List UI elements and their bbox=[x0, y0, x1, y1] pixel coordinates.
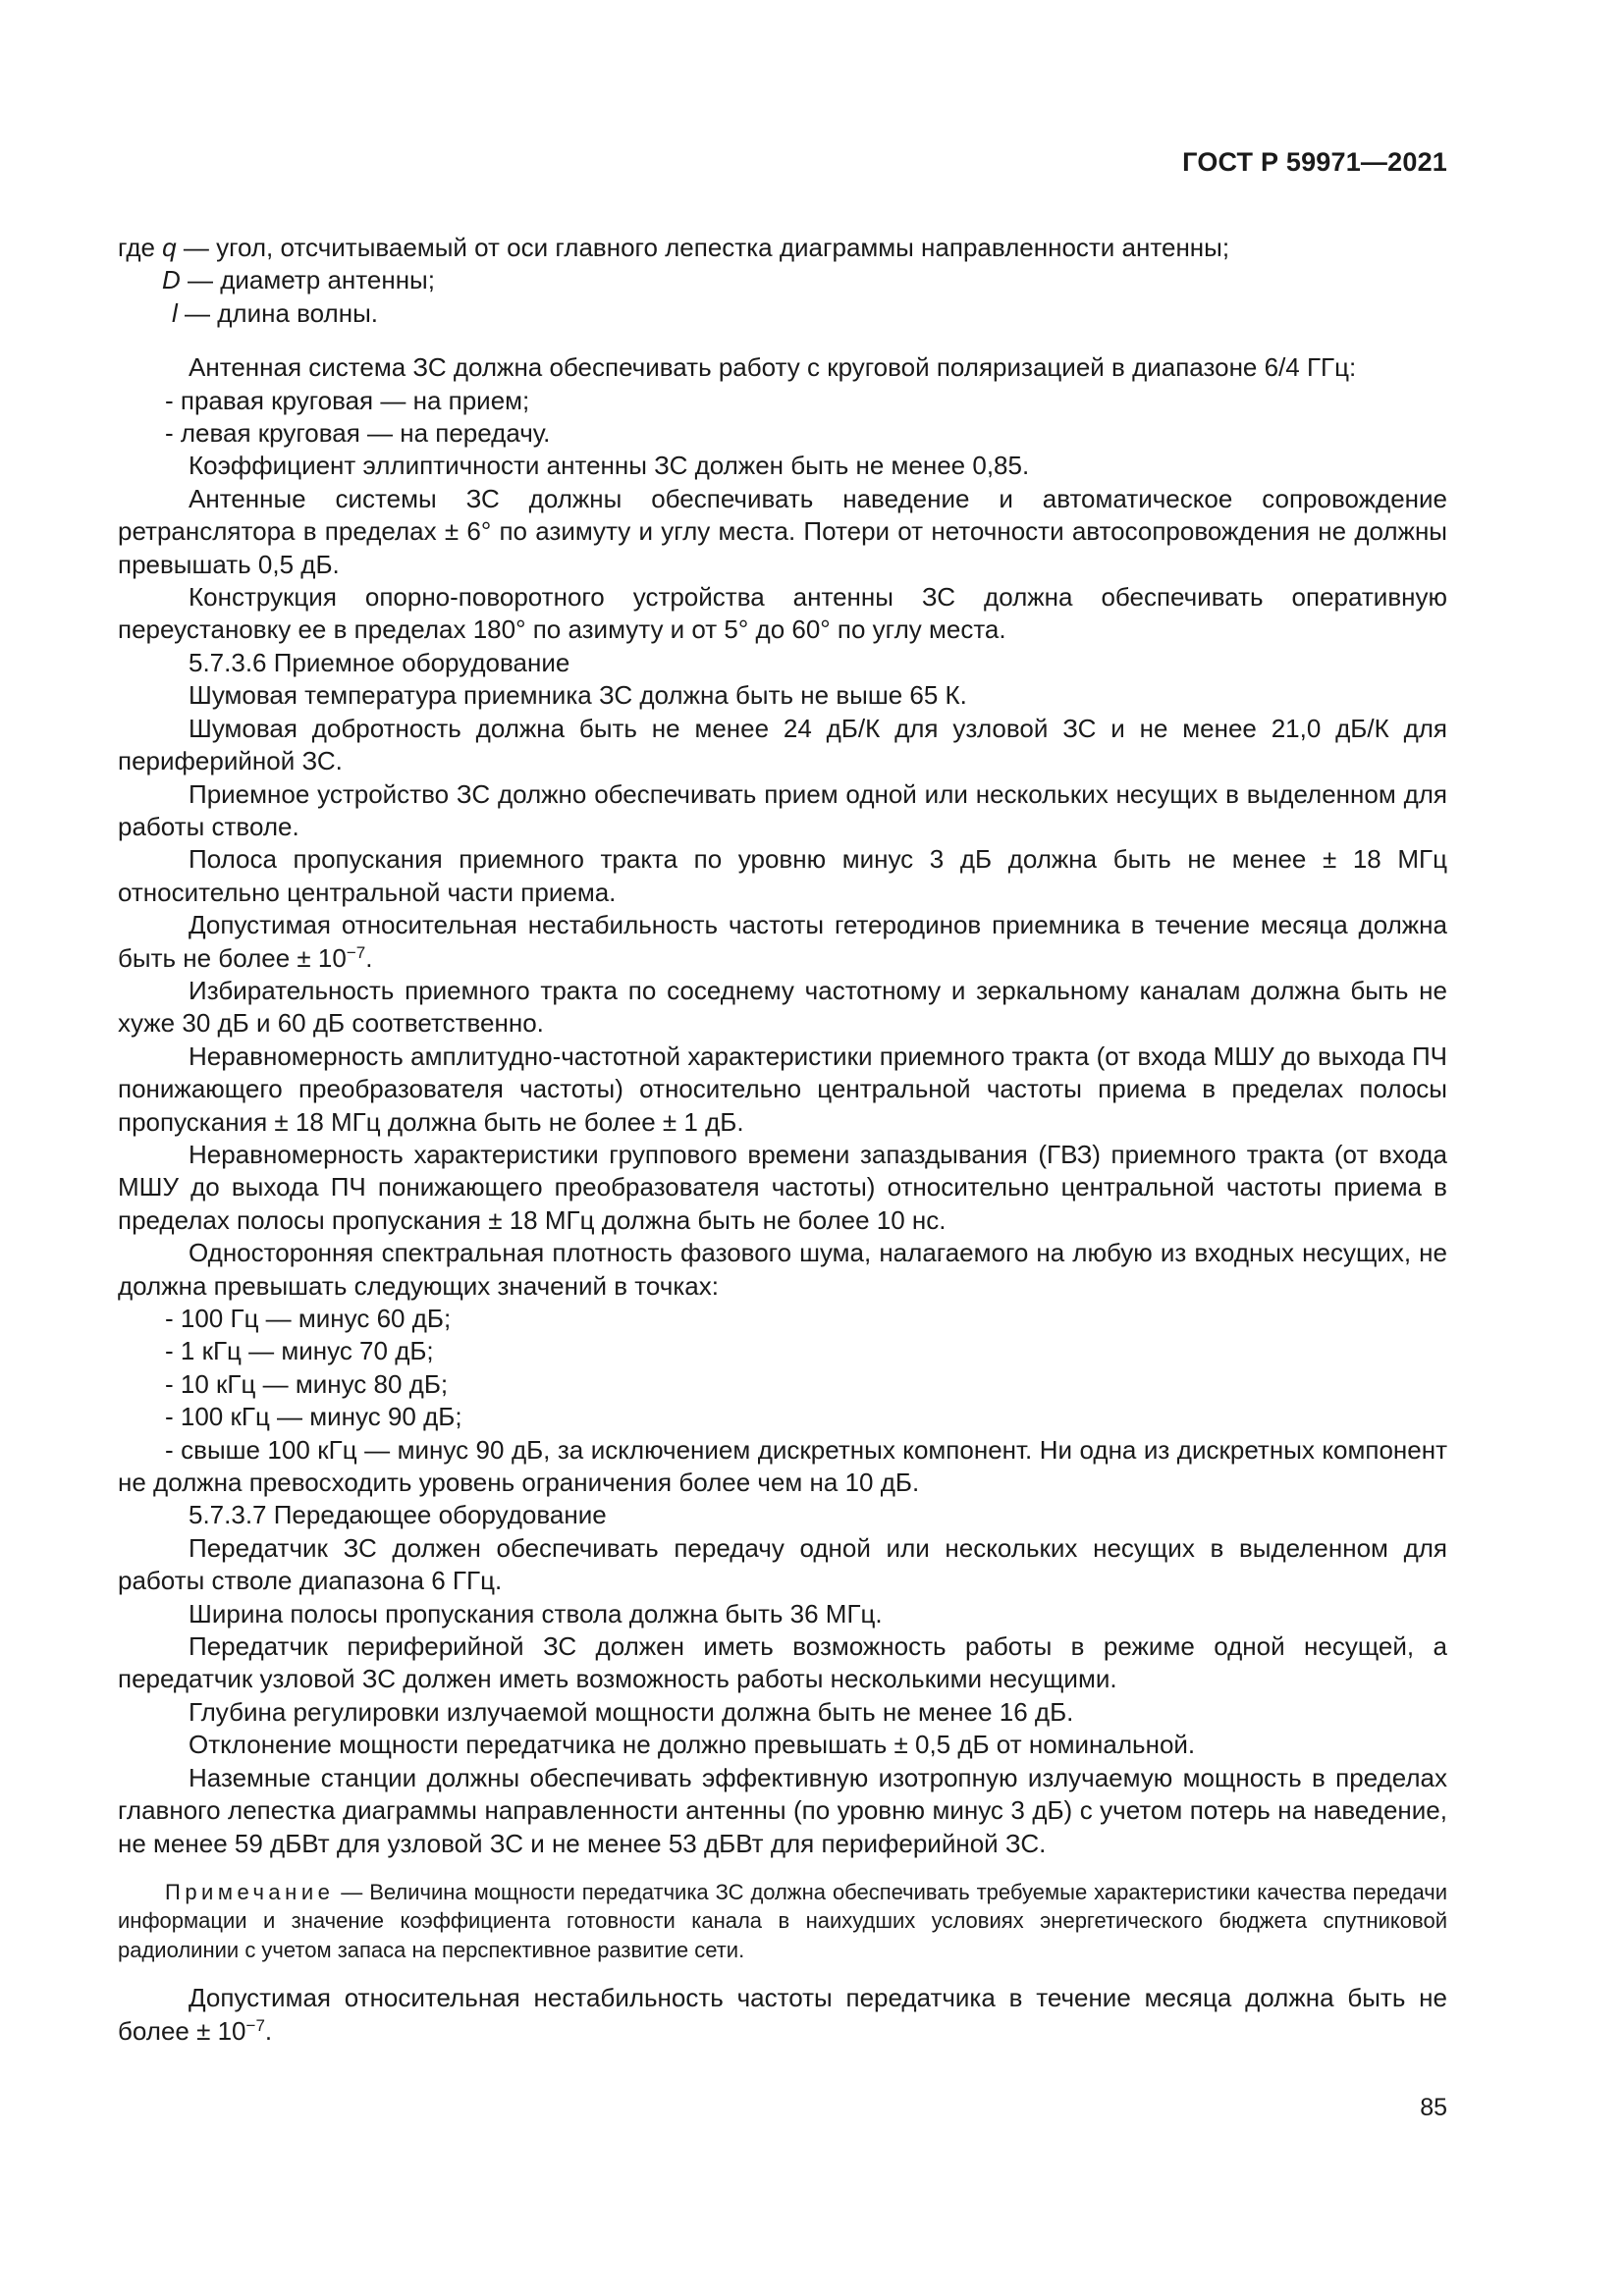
list-item: - 100 кГц — минус 90 дБ; bbox=[165, 1402, 462, 1432]
paragraph: Допустимая относительная нестабильность частоты передатчика в течение месяца должна быть не более ± $10^{-7}$. bbox=[118, 1983, 1447, 2046]
paragraph: Антенная система ЗС должна обеспечивать работу с круговой поляризацией в диапазоне 6/4 ГГц: bbox=[189, 352, 1357, 383]
paragraph: Коэффициент эллиптичности антенны ЗС должен быть не менее 0,85. bbox=[189, 451, 1030, 481]
section-heading-receiving: 5.7.3.6 Приемное оборудование bbox=[189, 647, 570, 677]
paragraph: Шумовая добротность должна быть не менее 24 дБ/К для узловой ЗС и не менее 21,0 дБ/К для периферийной ЗС. bbox=[118, 713, 1447, 776]
paragraph: Передатчик периферийной ЗС должен иметь возможность работы в режиме одной несущей, а передатчик узловой ЗС должен иметь возможность работы несколькими несущими. bbox=[118, 1631, 1447, 1694]
list-item: - 1 кГц — минус 70 дБ; bbox=[165, 1336, 434, 1366]
paragraph: Неравномерность характеристики группового времени запаздывания (ГВЗ) приемного тракта (от входа МШУ до выхода ПЧ понижающего преобразователя частоты) относительно центральной частоты приема в пределах полосы пропускания ± 18 МГц должна быть не более 10 нс. bbox=[118, 1139, 1447, 1235]
paragraph: Неравномерность амплитудно-частотной характеристики приемного тракта (от входа МШУ до выхода ПЧ понижающего преобразователя частоты) относительно центральной частоты приема в пределах полосы пропускания ± 18 МГц должна быть не более ± 1 дБ. bbox=[118, 1041, 1447, 1137]
paragraph: Шумовая температура приемника ЗС должна быть не выше 65 К. bbox=[189, 680, 967, 711]
list-item: - свыше 100 кГц — минус 90 дБ, за исключением дискретных компонент. Ни одна из дискретных компонент не должна превосходить уровень ограничения более чем на 10 дБ. bbox=[118, 1434, 1447, 1498]
document-body bbox=[118, 232, 1447, 2048]
note bbox=[118, 1878, 1447, 1965]
paragraph: Антенные системы ЗС должны обеспечивать наведение и автоматическое сопровождение ретранслятора в пределах ± 6° по азимуту и углу места. Потери от неточности автосопровождения не должны превышать 0,5 дБ. bbox=[118, 483, 1447, 579]
paragraph: Отклонение мощности передатчика не должно превышать ± 0,5 дБ от номинальной. bbox=[189, 1730, 1196, 1760]
list-item: - левая круговая — на передачу. bbox=[165, 418, 551, 449]
document-header: ГОСТ Р 59971—2021 bbox=[1182, 147, 1447, 177]
list-item: - 100 Гц — минус 60 дБ; bbox=[165, 1304, 452, 1333]
definition-d: D — диаметр антенны; bbox=[162, 265, 435, 295]
note-text: — Величина мощности передатчика ЗС должна обеспечивать требуемые характеристики качества передачи информации и значение коэффициента готовности канала в наихудших условиях энергетического бюджета спутниковой радиолинии с учетом запаса на перспективное развитие сети. bbox=[118, 1879, 1447, 1962]
list-item: - правая круговая — на прием; bbox=[165, 385, 530, 415]
paragraph: Допустимая относительная нестабильность частоты гетеродинов приемника в течение месяца должна быть не более ± $10^{-7}$. bbox=[118, 910, 1447, 973]
paragraph: Односторонняя спектральная плотность фазового шума, налагаемого на любую из входных несущих, не должна превышать следующих значений в точках: bbox=[118, 1238, 1447, 1301]
note-label: Примечание bbox=[165, 1879, 335, 1904]
paragraph: Глубина регулировки излучаемой мощности должна быть не менее 16 дБ. bbox=[189, 1696, 1074, 1727]
list-item: - 10 кГц — минус 80 дБ; bbox=[165, 1368, 449, 1399]
paragraph: Передатчик ЗС должен обеспечивать передачу одной или нескольких несущих в выделенном для работы стволе диапазона 6 ГГц. bbox=[118, 1532, 1447, 1596]
definition-q: где q — угол, отсчитываемый от оси главного лепестка диаграммы направленности антенны; bbox=[118, 233, 1230, 262]
paragraph: Наземные станции должны обеспечивать эффективную изотропную излучаемую мощность в пределах главного лепестка диаграммы направленности антенны (по уровню минус 3 дБ) с учетом потерь на наведение, не менее 59 дБВт для узловой ЗС и не менее 53 дБВт для периферийной ЗС. bbox=[118, 1762, 1447, 1858]
paragraph: Приемное устройство ЗС должно обеспечивать прием одной или нескольких несущих в выделенном для работы стволе. bbox=[118, 778, 1447, 841]
paragraph: Конструкция опорно-поворотного устройства антенны ЗС должна обеспечивать оперативную переустановку ее в пределах 180° по азимуту и от 5° до 60° по углу места. bbox=[118, 582, 1447, 645]
paragraph: Полоса пропускания приемного тракта по уровню минус 3 дБ должна быть не менее ± 18 МГц относительно центральной части приема. bbox=[118, 844, 1447, 907]
page-number: 85 bbox=[1420, 2094, 1447, 2121]
section-heading-transmitting: 5.7.3.7 Передающее оборудование bbox=[189, 1500, 607, 1530]
paragraph: Избирательность приемного тракта по соседнему частотному и зеркальному каналам должна быть не хуже 30 дБ и 60 дБ соответственно. bbox=[118, 975, 1447, 1039]
paragraph: Ширина полосы пропускания ствола должна быть 36 МГц. bbox=[189, 1598, 883, 1629]
definition-l: l — длина волны. bbox=[172, 297, 378, 328]
